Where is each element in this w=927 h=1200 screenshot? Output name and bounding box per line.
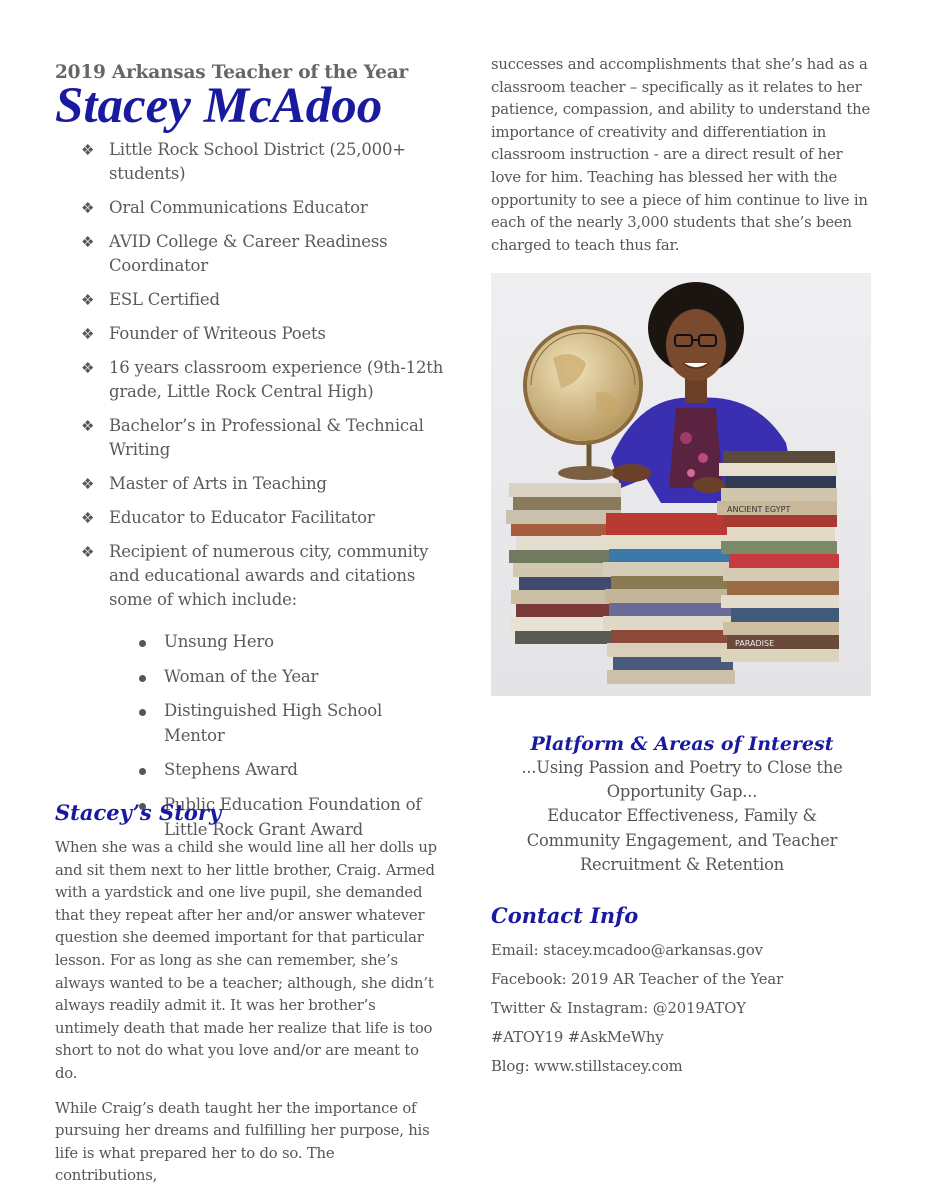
book-spine-label: PARADISE xyxy=(735,639,775,648)
list-item: ❖ 16 years classroom experience (9th-12th grade, Little Rock Central High) xyxy=(81,358,444,401)
diamond-bullet-icon: ❖ xyxy=(81,359,95,377)
left-column xyxy=(55,62,445,852)
contact-email[interactable]: Email: stacey.mcadoo@arkansas.gov xyxy=(491,942,763,959)
contact-twitter: Twitter & Instagram: @2019ATOY xyxy=(491,1000,746,1017)
story-section xyxy=(55,800,439,1188)
diamond-bullet-icon: ❖ xyxy=(81,141,95,159)
page-title: Stacey McAdoo xyxy=(55,78,383,134)
diamond-bullet-icon: ❖ xyxy=(81,543,95,561)
diamond-bullet-icon: ❖ xyxy=(81,199,95,217)
story-paragraph-2: While Craig’s death taught her the importance of pursuing her dreams and fulfilling her purpose, his life is what prepared her to do so. The contributions, xyxy=(55,1099,430,1185)
platform-tagline: ...Using Passion and Poetry to Close the Opportunity Gap... xyxy=(521,758,843,802)
contact-blog[interactable]: Blog: www.stillstacey.com xyxy=(491,1058,683,1075)
list-item: ❖ Founder of Writeous Poets xyxy=(55,322,445,346)
platform-body xyxy=(491,756,873,877)
contact-hashtags: #ATOY19 #AskMeWhy xyxy=(491,1029,664,1046)
story-paragraph-1: When she was a child she would line all her dolls up and sit them next to her little brother, Craig. Armed with a yardstick and one live pupil, she demanded that they repeat after her and/or answer whatever question she deemed important for that particular lesson. For as long as she can remember, she’s always wanted to be a teacher; although, she didn’t always readily admit it. It was her brother’s untimely death that made her realize that life is too short to not do what you love and/or are meant to do. xyxy=(55,839,437,1082)
contact-list xyxy=(491,936,783,1081)
portrait-photo xyxy=(491,273,871,696)
diamond-bullet-icon: ❖ xyxy=(81,291,95,309)
list-item: ❖ Oral Communications Educator xyxy=(55,196,445,220)
platform-heading: Platform & Areas of Interest xyxy=(530,733,834,755)
circle-bullet-icon xyxy=(139,640,146,647)
story-paragraph-3: successes and accomplishments that she’s had as a classroom teacher – specifically as it relates to her patience, compassion, and ability to understand the importance of creativity and differentiation in classroom instruction - are a direct result of her love for him. Teaching has blessed her with the opportunity to see a piece of him continue to live in each of the nearly 3,000 students that she’s been charged to teach thus far. xyxy=(491,56,871,254)
list-item: ❖ AVID College & Career Readiness Coordinator xyxy=(81,232,388,275)
story-heading: Stacey’s Story xyxy=(55,800,222,825)
list-item: ❖ Recipient of numerous city, community and educational awards and citations some of which include: Unsung Hero Woman of the Year Distinguished High School Mentor Stephens Award Public Education Foundation of Little Rock Grant Award xyxy=(55,540,445,842)
list-item: ❖ ESL Certified xyxy=(55,288,445,312)
award-item: Public Education Foundation of Little Rock Grant Award xyxy=(55,793,445,842)
diamond-bullet-icon: ❖ xyxy=(81,475,95,493)
page-subtitle: 2019 Arkansas Teacher of the Year xyxy=(55,62,409,83)
list-item: ❖ Little Rock School District (25,000+ students) xyxy=(81,140,406,183)
circle-bullet-icon xyxy=(139,675,146,682)
circle-bullet-icon xyxy=(139,709,146,716)
award-item: Stephens Award xyxy=(55,758,445,783)
award-item: Unsung Hero xyxy=(55,630,445,655)
contact-section xyxy=(491,903,638,928)
book-spine-label: ANCIENT EGYPT xyxy=(727,505,791,514)
diamond-bullet-icon: ❖ xyxy=(81,233,95,251)
award-item: Woman of the Year xyxy=(55,665,445,690)
list-item: ❖ Master of Arts in Teaching xyxy=(55,472,445,496)
list-item: ❖ Bachelor’s in Professional & Technical Writing xyxy=(81,416,424,459)
award-item: Distinguished High School Mentor xyxy=(55,699,445,748)
platform-interests: Educator Effectiveness, Family & Community Engagement, and Teacher Recruitment & Retention xyxy=(526,806,838,874)
contact-facebook: Facebook: 2019 AR Teacher of the Year xyxy=(491,971,784,988)
diamond-bullet-icon: ❖ xyxy=(81,509,95,527)
contact-heading: Contact Info xyxy=(491,903,639,928)
story-continued xyxy=(491,54,871,257)
diamond-bullet-icon: ❖ xyxy=(81,417,95,435)
credentials-list xyxy=(55,138,445,842)
circle-bullet-icon xyxy=(139,768,146,775)
list-item: ❖ Educator to Educator Facilitator xyxy=(55,506,445,530)
diamond-bullet-icon: ❖ xyxy=(81,325,95,343)
